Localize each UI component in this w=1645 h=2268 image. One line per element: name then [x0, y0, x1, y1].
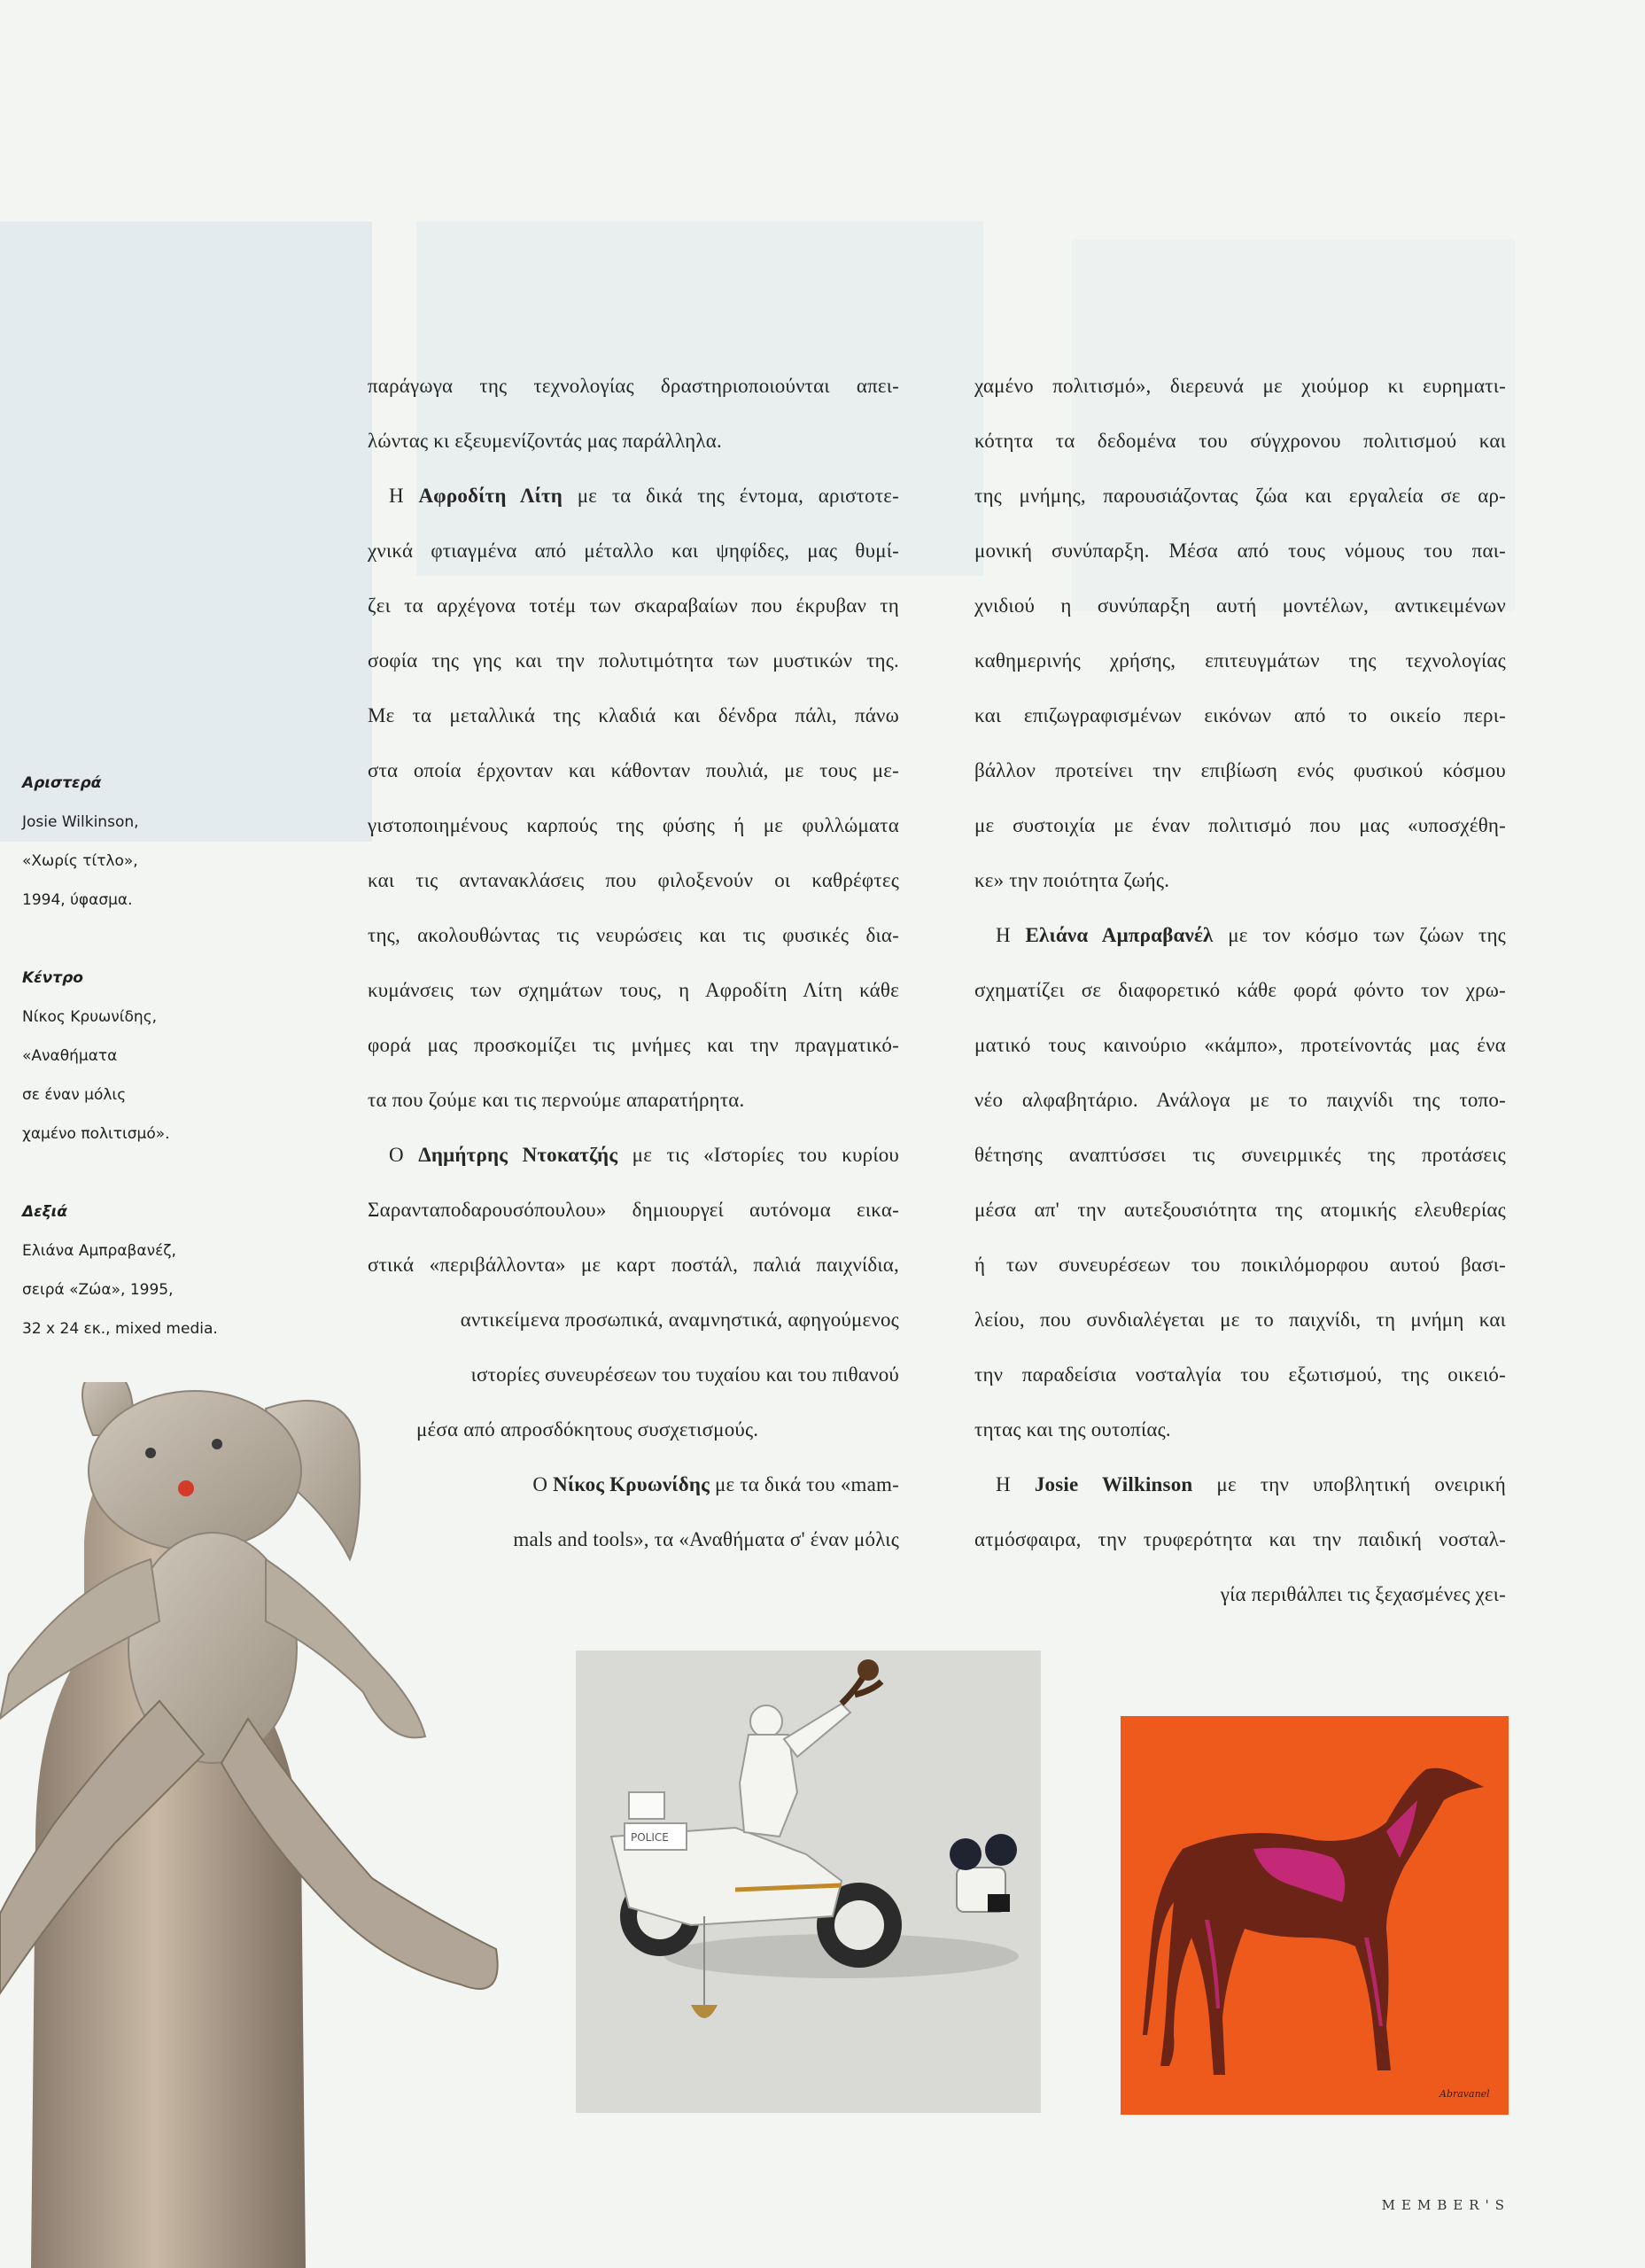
caption-line: Ελιάνα Αμπραβανέζ, [22, 1242, 176, 1260]
caption-line: σε έναν μόλις [22, 1086, 127, 1104]
text-line: φορά μας προσκομίζει τις μνήμες και την πραγματικό- [368, 1034, 899, 1056]
text-line: την παραδείσια νοσταλγία του εξωτισμού, της οικειό- [974, 1363, 1506, 1386]
rabbit-artwork [0, 1382, 532, 2268]
caption-line: «Χωρίς τίτλο», [22, 852, 138, 870]
text-line: παράγωγα της τεχνολογίας δραστηριοποιούνται απει- [368, 375, 899, 397]
text-line: νέο αλφαβητάριο. Ανάλογα με το παιχνίδι της τοπο- [974, 1089, 1506, 1111]
text-line: και επιζωγραφισμένων εικόνων από το οικείο περι- [974, 704, 1506, 726]
text-line: γία περιθάλπει τις ξεχασμένες χει- [1220, 1583, 1506, 1605]
text-line: με συστοιχία με έναν πολιτισμό που μας «υποσχέθη- [974, 814, 1506, 836]
caption-line: «Αναθήματα [22, 1047, 118, 1065]
text-line: χνικά φτιαγμένα από μέταλλο και ψηφίδες, μας θυμί- [368, 540, 899, 562]
caption-line: 1994, ύφασμα. [22, 891, 133, 909]
text-line: ματικό τους καινούριο «κάμπο», προτείνοντάς μας ένα [974, 1034, 1506, 1056]
caption-heading-left: Αριστερά [22, 774, 102, 792]
text-line: της, ακολουθώντας τις νευρώσεις και τις φυσικές δια- [368, 924, 899, 946]
text-line: κυμάνσεις των σχημάτων τους, η Αφροδίτη Λίτη κάθε [368, 979, 899, 1001]
artist-name: Νίκος Κρυωνίδης [553, 1473, 710, 1495]
caption-line: 32 x 24 εκ., mixed media. [22, 1320, 218, 1338]
text-line: μονική συνύπαρξη. Μέσα από τους νόμους του παι- [974, 540, 1506, 562]
text-line: ατμόσφαιρα, την τρυφερότητα και την παιδική νοσταλ- [974, 1528, 1506, 1550]
text-line: αντικείμενα προσωπικά, αναμνηστικά, αφηγούμενος [460, 1309, 899, 1331]
police-label: POLICE [631, 1831, 669, 1844]
rabbit-head [89, 1391, 301, 1550]
text-line: Η Josie Wilkinson με την υποβλητική ονειρική [996, 1473, 1506, 1495]
text-line: Ο Νίκος Κρυωνίδης με τα δικά του «mam- [532, 1473, 899, 1495]
text-line: ή των συνευρέσεων του ποικιλόμορφου αυτού βασι- [974, 1254, 1506, 1276]
rabbit-eye-right [212, 1439, 222, 1449]
text-line: καθημερινής χρήσης, επιτευγμάτων της τεχνολογίας [974, 649, 1506, 672]
text-line: σοφία της γης και την πολυτιμότητα των μυστικών της. [368, 649, 899, 672]
text-line: τα που ζούμε και τις περνούμε απαρατήρητα. [368, 1089, 745, 1111]
background-block-left [0, 221, 372, 842]
image-captions [22, 764, 252, 1348]
artist-name: Δημήτρης Ντοκατζής [418, 1144, 618, 1166]
rider-head [750, 1705, 782, 1737]
caption-line: χαμένο πολιτισμό». [22, 1125, 170, 1143]
text-line: λώντας κι εξευμενίζοντάς μας παράλληλα. [368, 430, 722, 452]
text-line: στα οποία έρχονταν και κάθονταν πουλιά, με τους με- [368, 759, 899, 781]
text-line: Ο Δημήτρης Ντοκατζής με τις «Ιστορίες του κυρίου [389, 1144, 899, 1166]
text-line: κότητα τα δεδομένα του σύγχρονου πολιτισμού και [974, 430, 1506, 452]
rabbit-nose [178, 1480, 194, 1496]
rabbit-eye-left [145, 1448, 156, 1458]
text-line: μέσα από απροσδόκητους συσχετισμούς. [416, 1418, 759, 1441]
text-line: mals and tools», τα «Αναθήματα σ' έναν μόλις [513, 1528, 899, 1550]
text-line: σχηματίζει σε διαφορετικό κάθε φορά φόντο τον χρω- [974, 979, 1506, 1001]
text-line: Η Ελιάνα Αμπραβανέλ με τον κόσμο των ζώων της [996, 924, 1506, 946]
text-line: Σαρανταποδαρουσόπουλου» δημιουργεί αυτόνομα εικα- [368, 1199, 899, 1221]
artist-name: Ελιάνα Αμπραβανέλ [1025, 924, 1214, 946]
greyhound-artwork [1121, 1716, 1509, 2115]
caption-heading-right: Δεξιά [22, 1203, 67, 1221]
text-line: Με τα μεταλλικά της κλαδιά και δένδρα πάλι, πάνω [368, 704, 899, 726]
motorcycle-artwork [576, 1651, 1041, 2113]
text-line: κε» την ποιότητα ζωής. [974, 869, 1170, 891]
text-line: Η Αφροδίτη Λίτη με τα δικά της έντομα, αριστοτε- [389, 485, 899, 507]
magazine-footer: MEMBER'S [1381, 2197, 1510, 2213]
artist-name: Αφροδίτη Λίτη [418, 485, 563, 507]
text-line: και τις αντανακλάσεις που φιλοξενούν οι καθρέφτες [368, 869, 899, 891]
text-line: ζει τα αρχέγονα τοτέμ των σκαραβαίων που έκρυβαν τη [368, 594, 899, 617]
text-line: βάλλον προτείνει την επιβίωση ενός φυσικού κόσμου [974, 759, 1506, 781]
text-line: τητας και της ουτοπίας. [974, 1418, 1171, 1441]
text-line: στικά «περιβάλλοντα» με καρτ ποστάλ, παλιά παιχνίδια, [368, 1254, 899, 1276]
text-line: ιστορίες συνευρέσεων του τυχαίου και του πιθανού [470, 1363, 899, 1386]
text-line: θέτησης αναπτύσσει τις συνειρμικές της προτάσεις [974, 1144, 1506, 1166]
text-line: μέσα απ' την αυτεξουσιότητα της ατομικής ελευθερίας [974, 1199, 1506, 1221]
artist-signature: Abravanel [1439, 2088, 1490, 2100]
text-line: χαμένο πολιτισμό», διερευνά με χιούμορ κι ευρηματι- [974, 375, 1506, 397]
artist-name: Josie Wilkinson [1034, 1473, 1193, 1495]
caption-heading-center: Κέντρο [22, 969, 83, 987]
article-column-right [974, 359, 1506, 1622]
text-line: της μνήμης, παρουσιάζοντας ζώα και εργαλεία σε αρ- [974, 485, 1506, 507]
caption-line: Josie Wilkinson, [22, 813, 139, 831]
caption-line: σειρά «Ζώα», 1995, [22, 1281, 174, 1299]
text-line: λείου, που συνδιαλέγεται με το παιχνίδι, τη μνήμη και [974, 1309, 1506, 1331]
text-line: γιστοποιημένους καρπούς της φύσης ή με φυλλώματα [368, 814, 899, 836]
text-line: χνιδιού η συνύπαρξη αυτή μοντέλων, αντικειμένων [974, 594, 1506, 617]
caption-line: Νίκος Κρυωνίδης, [22, 1008, 158, 1026]
